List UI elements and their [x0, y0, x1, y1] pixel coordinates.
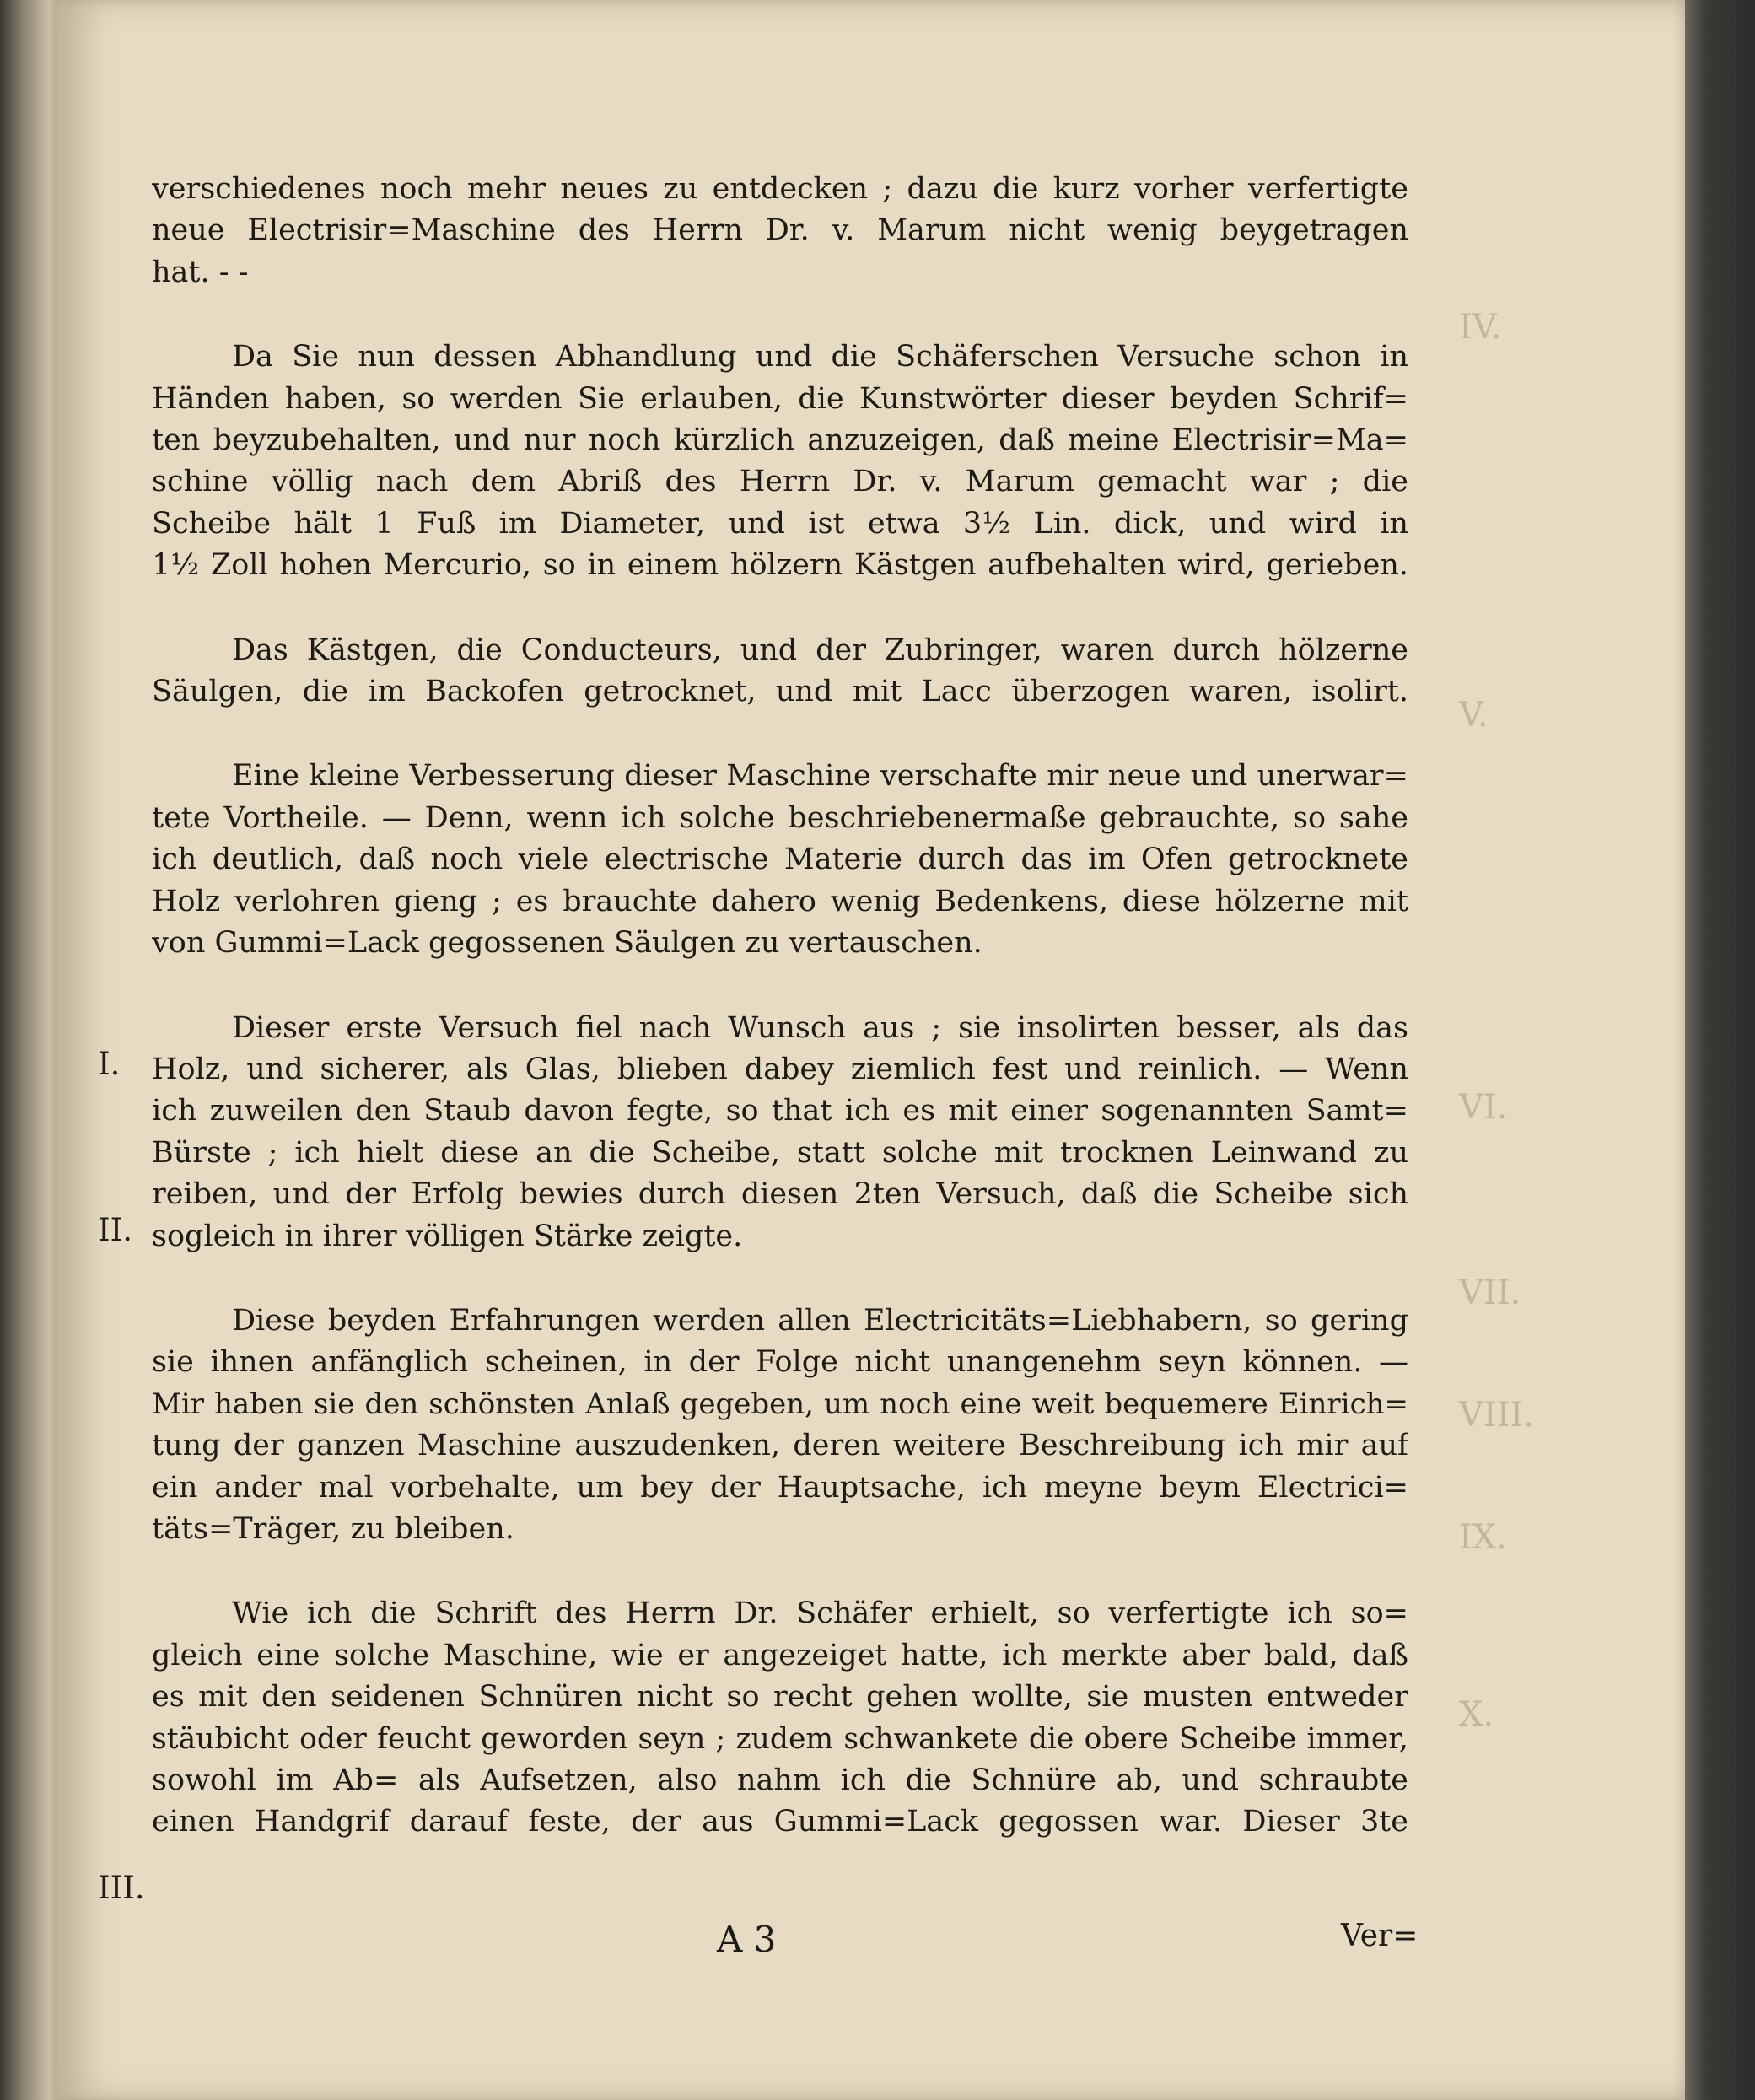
- bleed-through-numeral: X.: [1459, 1695, 1494, 1734]
- text-line: ein ander mal vorbehalte, um bey der Hauptsache, ich meyne beym Electrici=: [152, 1470, 1408, 1505]
- text-line: Holz verlohren gieng ; es brauchte dahero wenig Bedenkens, diese hölzerne mit: [152, 884, 1408, 918]
- text-line: Da Sie nun dessen Abhandlung und die Schäferschen Versuche schon in: [232, 340, 1408, 374]
- text-line: Eine kleine Verbesserung dieser Maschine verschafte mir neue und unerwar=: [232, 759, 1408, 794]
- text-line: Diese beyden Erfahrungen werden allen Electricitäts=Liebhabern, so gering: [232, 1303, 1408, 1338]
- margin-numeral-second: II.: [98, 1212, 132, 1248]
- bleed-through-numeral: V.: [1459, 696, 1489, 735]
- text-line: Scheibe hält 1 Fuß im Diameter, und ist etwa 3½ Lin. dick, und wird in: [152, 506, 1408, 541]
- text-line: tung der ganzen Maschine auszudenken, deren weitere Beschreibung ich mir auf: [152, 1429, 1408, 1463]
- text-line: stäubicht oder feucht geworden seyn ; zudem schwankete die obere Scheibe immer,: [152, 1721, 1408, 1756]
- text-line: sowohl im Ab= als Aufsetzen, also nahm ich die Schnüre ab, und schraubte: [152, 1763, 1408, 1797]
- text-line: es mit den seidenen Schnüren nicht so recht gehen wollte, sie musten entweder: [152, 1680, 1408, 1715]
- text-line: täts=Träger, zu bleiben.: [152, 1511, 514, 1546]
- signature-mark: A 3: [717, 1919, 777, 1960]
- bleed-through-numeral: VI.: [1459, 1088, 1508, 1127]
- margin-numeral-first: I.: [98, 1046, 121, 1082]
- text-line: reiben, und der Erfolg bewies durch diesen 2ten Versuch, daß die Scheibe sich: [152, 1177, 1408, 1212]
- text-line: gleich eine solche Maschine, wie er angezeiget hatte, ich merkte aber bald, daß: [152, 1638, 1408, 1672]
- paragraph: [152, 756, 1408, 964]
- text-line: Dieser erste Versuch fiel nach Wunsch aus ; sie insolirten besser, als das: [232, 1010, 1408, 1045]
- text-line: ich deutlich, daß noch viele electrische Materie durch das im Ofen getrocknete: [152, 843, 1408, 877]
- paragraph: [152, 630, 1408, 713]
- bleed-through-numeral: VIII.: [1459, 1396, 1535, 1435]
- text-line: sogleich in ihrer völligen Stärke zeigte.: [152, 1219, 743, 1253]
- paragraph: [152, 1300, 1408, 1550]
- text-line: Mir haben sie den schönsten Anlaß gegeben, um noch eine weit bequemere Einrich=: [152, 1387, 1408, 1421]
- text-line: 1½ Zoll hohen Mercurio, so in einem hölzern Kästgen aufbehalten wird, gerieben.: [152, 548, 1408, 583]
- bleed-through-numeral: IX.: [1459, 1518, 1507, 1557]
- text-line: Wie ich die Schrift des Herrn Dr. Schäfer erhielt, so verfertigte ich so=: [232, 1597, 1408, 1631]
- text-line: Bürste ; ich hielt diese an die Scheibe, statt solche mit trocknen Leinwand zu: [152, 1135, 1408, 1170]
- text-line: ten beyzubehalten, und nur noch kürzlich anzuzeigen, daß meine Electrisir=Ma=: [152, 423, 1408, 458]
- text-line: hat. - -: [152, 255, 249, 289]
- paragraph: [152, 169, 1408, 293]
- text-line: einen Handgrif darauf feste, der aus Gummi=Lack gegossen war. Dieser 3te: [152, 1805, 1408, 1839]
- text-line: von Gummi=Lack gegossenen Säulgen zu vertauschen.: [152, 926, 982, 961]
- text-line: Händen haben, so werden Sie erlauben, die Kunstwörter dieser beyden Schrif=: [152, 381, 1408, 416]
- text-line: sie ihnen anfänglich scheinen, in der Folge nicht unangenehm seyn können. —: [152, 1345, 1408, 1380]
- text-line: verschiedenes noch mehr neues zu entdecken ; dazu die kurz vorher verfertigte: [152, 172, 1408, 206]
- bleed-through-numeral: IV.: [1459, 308, 1502, 347]
- paragraph: [152, 337, 1408, 586]
- facing-page-edge: [0, 0, 57, 2100]
- text-line: neue Electrisir=Maschine des Herrn Dr. v. Marum nicht wenig beygetragen: [152, 213, 1408, 248]
- paragraph: [152, 1593, 1408, 1843]
- margin-numeral-third: III.: [98, 1870, 145, 1906]
- paragraph: [152, 1008, 1408, 1257]
- text-line: schine völlig nach dem Abriß des Herrn Dr. v. Marum gemacht war ; die: [152, 465, 1408, 499]
- body-text: [152, 169, 1408, 1844]
- text-line: Säulgen, die im Backofen getrocknet, und mit Lacc überzogen waren, isolirt.: [152, 675, 1408, 709]
- catchword: Ver=: [1341, 1919, 1419, 1953]
- text-line: Holz, und sicherer, als Glas, blieben dabey ziemlich fest und reinlich. — Wenn: [152, 1052, 1408, 1086]
- text-line: tete Vortheile. — Denn, wenn ich solche beschriebenermaße gebrauchte, so sahe: [152, 800, 1408, 835]
- text-line: Das Kästgen, die Conducteurs, und der Zubringer, waren durch hölzerne: [232, 633, 1408, 667]
- background-right: [1685, 0, 1755, 2100]
- text-line: ich zuweilen den Staub davon fegte, so that ich es mit einer sogenannten Samt=: [152, 1094, 1408, 1128]
- bleed-through-numeral: VII.: [1459, 1273, 1521, 1312]
